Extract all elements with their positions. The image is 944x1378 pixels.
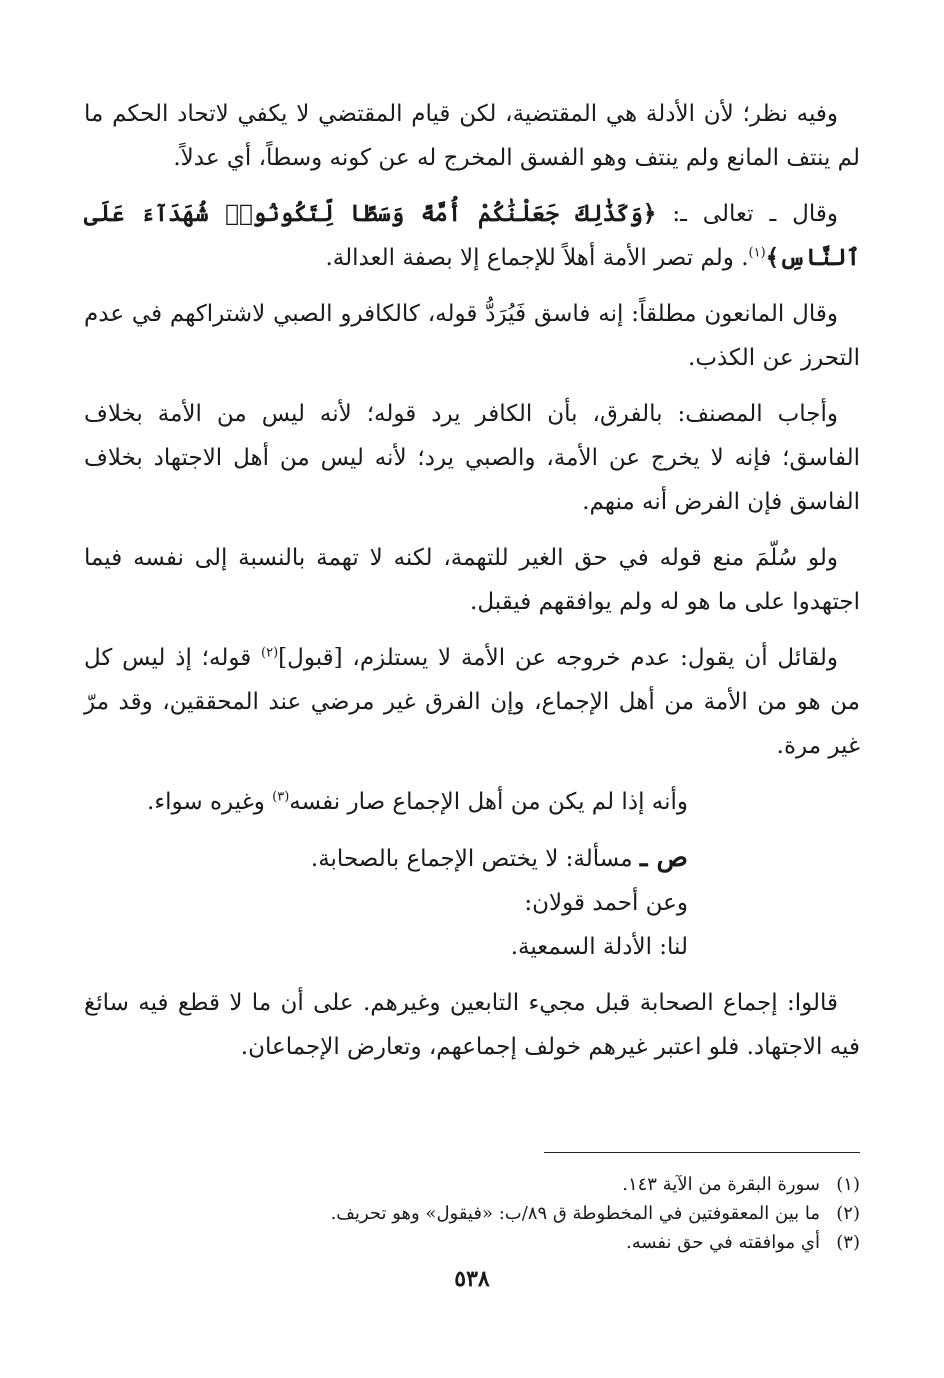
paragraph-2	[84, 192, 860, 280]
footnote-3	[84, 1228, 860, 1257]
footnotes-section	[84, 1170, 860, 1257]
paragraph-7-rest: وغيره سواء.	[147, 789, 273, 815]
paragraph-1: وفيه نظر؛ لأن الأدلة هي المقتضية، لكن قيام المقتضي لا يكفي لاتحاد الحكم ما لم ينتف المانع ولم ينتف وهو الفسق المخرج له عن كونه وسطاً، أي عدلاً.	[84, 101, 860, 171]
footnote-2-number: (٢)	[836, 1203, 860, 1224]
footnote-1	[84, 1170, 860, 1199]
paragraph-qalu: قالوا: إجماع الصحابة قبل مجيء التابعين وغيرهم. على أن ما لا قطع فيه سائغ فيه الاجتهاد. فلو اعتبر غيرهم خولف إجماعهم، وتعارض الإجماعان.	[84, 990, 860, 1060]
footnote-divider	[544, 1152, 860, 1153]
issue-heading	[84, 836, 860, 881]
paragraph-2-rest: . ولم تصر الأمة أهلاً للإجماع إلا بصفة العدالة.	[325, 245, 749, 271]
issue-heading-text: مسألة: لا يختص الإجماع بالصحابة.	[310, 846, 640, 872]
paragraph-3: وقال المانعون مطلقاً: إنه فاسق فَيُرَدُّ قوله، كالكافرو الصبي لاشتراكهم في عدم التحرز عن الكذب.	[84, 301, 860, 371]
paragraph-2-intro: وقال ـ تعالى ـ:	[656, 201, 838, 227]
footnote-ref-2[interactable]: (٢)	[261, 645, 279, 661]
paragraph-ahmad: وعن أحمد قولان:	[524, 890, 688, 916]
paragraph-4: وأجاب المصنف: بالفرق، بأن الكافر يرد قوله؛ لأنه ليس من الأمة بخلاف الفاسق؛ فإنه لا يخرج عن الأمة، والصبي يرد؛ لأنه ليس من أهل الاجتهاد بخلاف الفاسق فإن الفرض أنه منهم.	[84, 401, 860, 515]
footnote-ref-3[interactable]: (٣)	[272, 789, 290, 805]
paragraph-7	[84, 780, 860, 824]
paragraph-7-start: وأنه إذا لم يكن من أهل الإجماع صار نفسه	[289, 789, 688, 815]
text-marker-sad: ص ـ	[639, 843, 688, 873]
footnote-3-number: (٣)	[836, 1232, 860, 1253]
footnote-3-text: أي موافقته في حق نفسه.	[625, 1232, 820, 1253]
footnote-1-text: سورة البقرة من الآية ١٤٣.	[622, 1174, 820, 1195]
paragraph-lana: لنا: الأدلة السمعية.	[510, 934, 688, 960]
footnote-2	[84, 1199, 860, 1228]
page-number: ٥٣٨	[454, 1266, 490, 1292]
paragraph-6-rest: قوله؛ إذ ليس كل من هو من الأمة من أهل الإجماع، وإن الفرق غير مرضي عند المحققين، وقد مرّ غير مرة.	[84, 645, 860, 759]
paragraph-6	[84, 636, 860, 768]
footnote-1-number: (١)	[836, 1174, 860, 1195]
paragraph-6-start: ولقائل أن يقول: عدم خروجه عن الأمة لا يستلزم، [قبول]	[278, 645, 838, 671]
footnote-2-text: ما بين المعقوفتين في المخطوطة ق ٨٩/ب: «فيقول» وهو تحريف.	[330, 1203, 820, 1224]
quran-verse: ﴿وَكَذَٰلِكَ جَعَلْنَٰكُمْ أُمَّةً وَسَطًا لِّتَكُونُوا۟ شُهَدَآءَ عَلَى ٱلنَّاسِ﴾	[84, 200, 860, 271]
footnote-ref-1[interactable]: (١)	[748, 245, 766, 261]
paragraph-5: ولو سُلّمَ منع قوله في حق الغير للتهمة، لكنه لا تهمة بالنسبة إلى نفسه فيما اجتهدوا على ما هو له ولم يوافقهم فيقبل.	[84, 545, 860, 615]
